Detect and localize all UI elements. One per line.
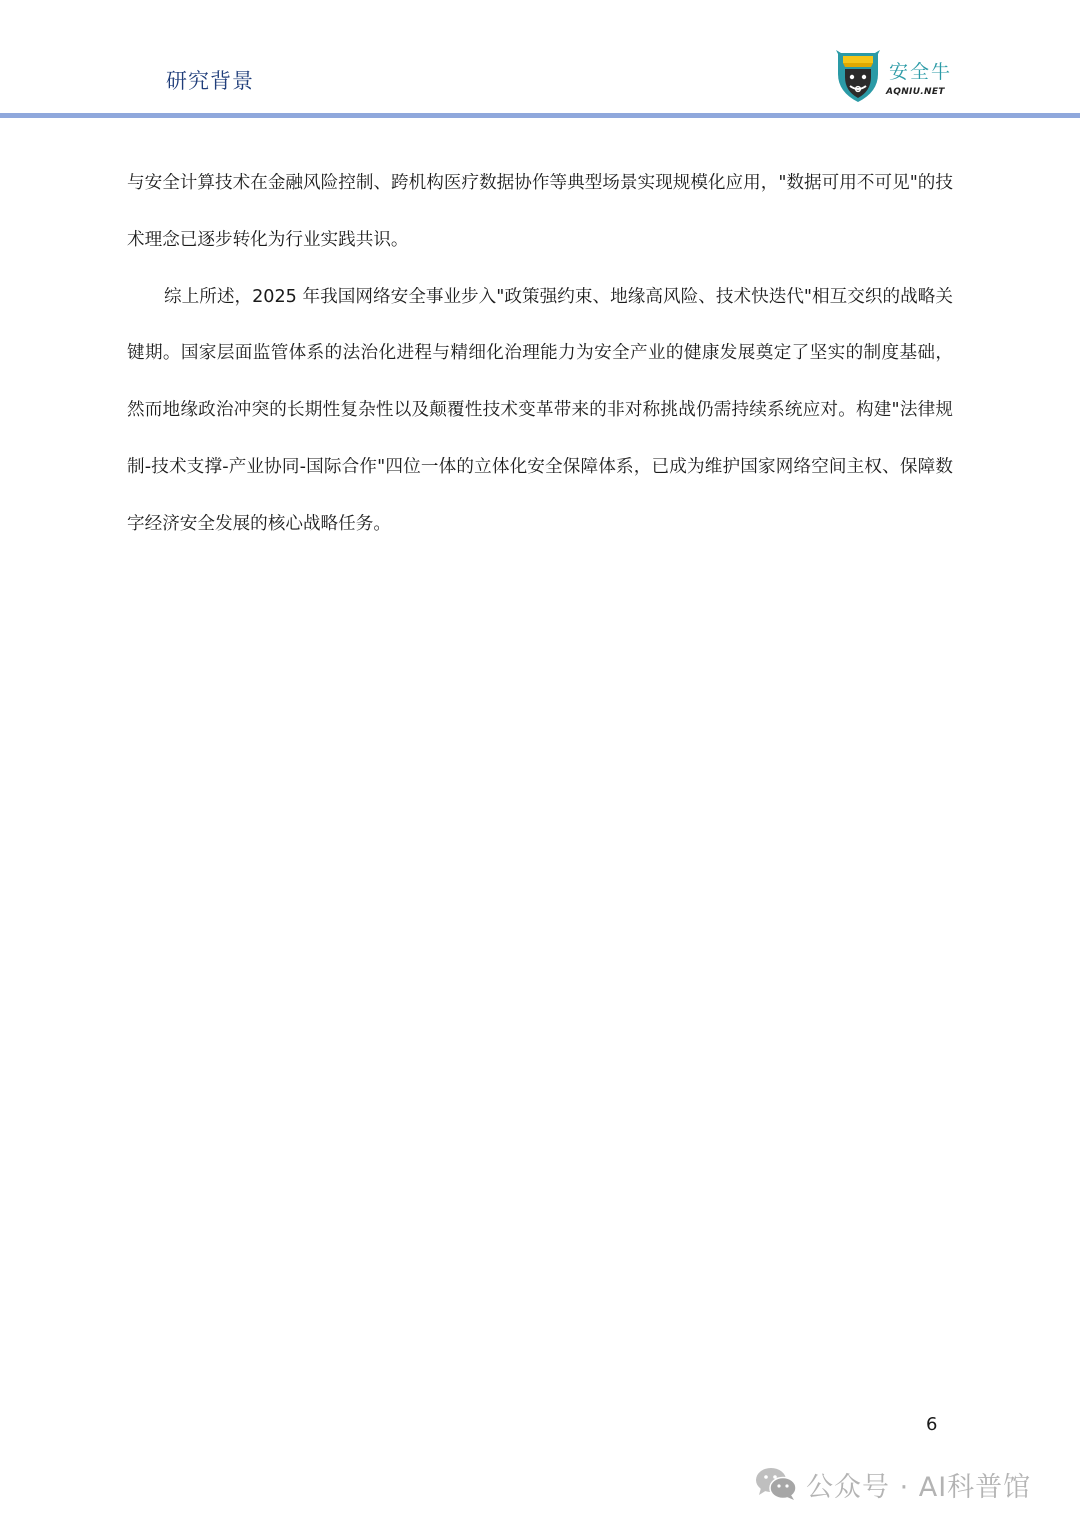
text-line: 护国家网络空间主权、保障数字经济安全发展的核心战略任务。 [127,456,953,534]
page-header [0,0,1080,118]
watermark-text: 公众号 · AI科普馆 [806,1471,1032,1503]
text-line: 与安全计算技术在金融风险控制、跨机构医疗数据协作等典型场景实现规模化应用，"数据可用不可 [127,173,893,193]
watermark [754,1464,1031,1504]
logo-domain: AQNIU.NET [886,87,945,97]
text-line: 的制度基础，然而地缘政治冲突的长期性复杂性以及颠覆性技术变革带来的非对称挑战仍需持续系 [127,343,953,421]
text-line: 综上所述，2025 年我国网络安全事业步入"政策强约束、地缘高风险、技术快迭代"相互交织的 [164,286,901,307]
body-text [127,155,953,553]
logo-chinese-name: 安全牛 [889,61,953,83]
text-line: 统应对。构建"法律规制-技术支撑-产业协同-国际合作"四位一体的立体化安全保障体系，已成为维 [127,400,953,477]
wechat-icon [754,1466,798,1502]
brand-logo [835,50,960,106]
paragraph-summary [127,269,953,553]
section-title: 研究背景 [166,69,254,93]
text-line: 战略关键期。国家层面监管体系的法治化进程与精细化治理能力为安全产业的健康发展奠定了坚实 [127,286,953,364]
paragraph-continued [127,155,953,269]
bull-shield-logo-icon [835,50,881,104]
header-divider [0,113,1080,118]
text-line: 见"的技术理念已逐步转化为行业实践共识。 [127,173,953,250]
page-number: 6 [926,1414,938,1435]
